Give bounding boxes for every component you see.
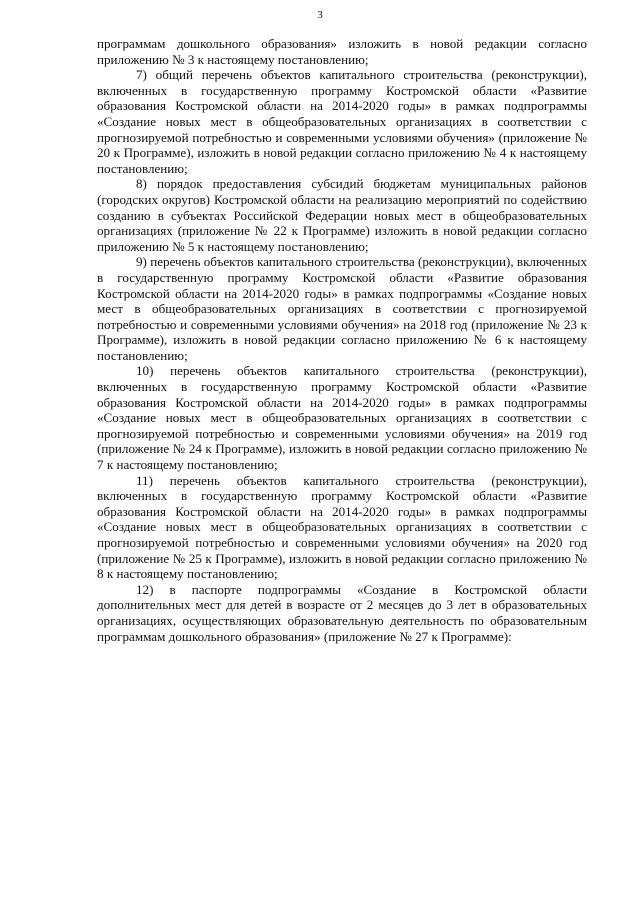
paragraph-item-12: 12) в паспорте подпрограммы «Создание в Костромской области дополнительных мест для детей в возрасте от 2 месяцев до 3 лет в образовательных организациях, осуществляющих образовательную деятельность по образовательным программам дошкольного образования» (приложение № 27 к Программе): bbox=[97, 581, 587, 644]
paragraph-continuation: программам дошкольного образования» изложить в новой редакции согласно приложению № 3 к настоящему постановлению; bbox=[97, 36, 587, 67]
paragraph-item-7: 7) общий перечень объектов капитального строительства (реконструкции), включенных в государственную программу Костромской области «Развитие образования Костромской области на 2014-2020 годы» в рамках подпрограммы «Создание новых мест в общеобразовательных организациях в соответствии с прогнозируемой потребностью и современными условиями обучения» (приложение № 20 к Программе), изложить в новой редакции согласно приложению № 4 к настоящему постановлению; bbox=[97, 67, 587, 176]
paragraph-item-8: 8) порядок предоставления субсидий бюджетам муниципальных районов (городских округов) Костромской области на реализацию мероприятий по содействию созданию в субъектах Российской Федерации новых мест в общеобразовательных организациях (приложение № 22 к Программе) изложить в новой редакции согласно приложению № 5 к настоящему постановлению; bbox=[97, 176, 587, 254]
document-body bbox=[97, 36, 587, 644]
paragraph-item-11: 11) перечень объектов капитального строительства (реконструкции), включенных в государственную программу Костромской области «Развитие образования Костромской области на 2014-2020 годы» в рамках подпрограммы «Создание новых мест в общеобразовательных организациях в соответствии с прогнозируемой потребностью и современными условиями обучения» на 2020 год (приложение № 25 к Программе), изложить в новой редакции согласно приложению № 8 к настоящему постановлению; bbox=[97, 472, 587, 582]
paragraph-item-10: 10) перечень объектов капитального строительства (реконструкции), включенных в государственную программу Костромской области «Развитие образования Костромской области на 2014-2020 годы» в рамках подпрограммы «Создание новых мест в общеобразовательных организациях в соответствии с прогнозируемой потребностью и современными условиями обучения» на 2019 год (приложение № 24 к Программе), изложить в новой редакции согласно приложению № 7 к настоящему постановлению; bbox=[97, 363, 587, 473]
page-number: 3 bbox=[317, 9, 323, 21]
paragraph-item-9: 9) перечень объектов капитального строительства (реконструкции), включенных в государственную программу Костромской области «Развитие образования Костромской области на 2014-2020 годы» в рамках подпрограммы «Создание новых мест в общеобразовательных организациях в соответствии с прогнозируемой потребностью и современными условиями обучения» на 2018 год (приложение № 23 к Программе), изложить в новой редакции согласно приложению № 6 к настоящему постановлению; bbox=[97, 254, 587, 363]
